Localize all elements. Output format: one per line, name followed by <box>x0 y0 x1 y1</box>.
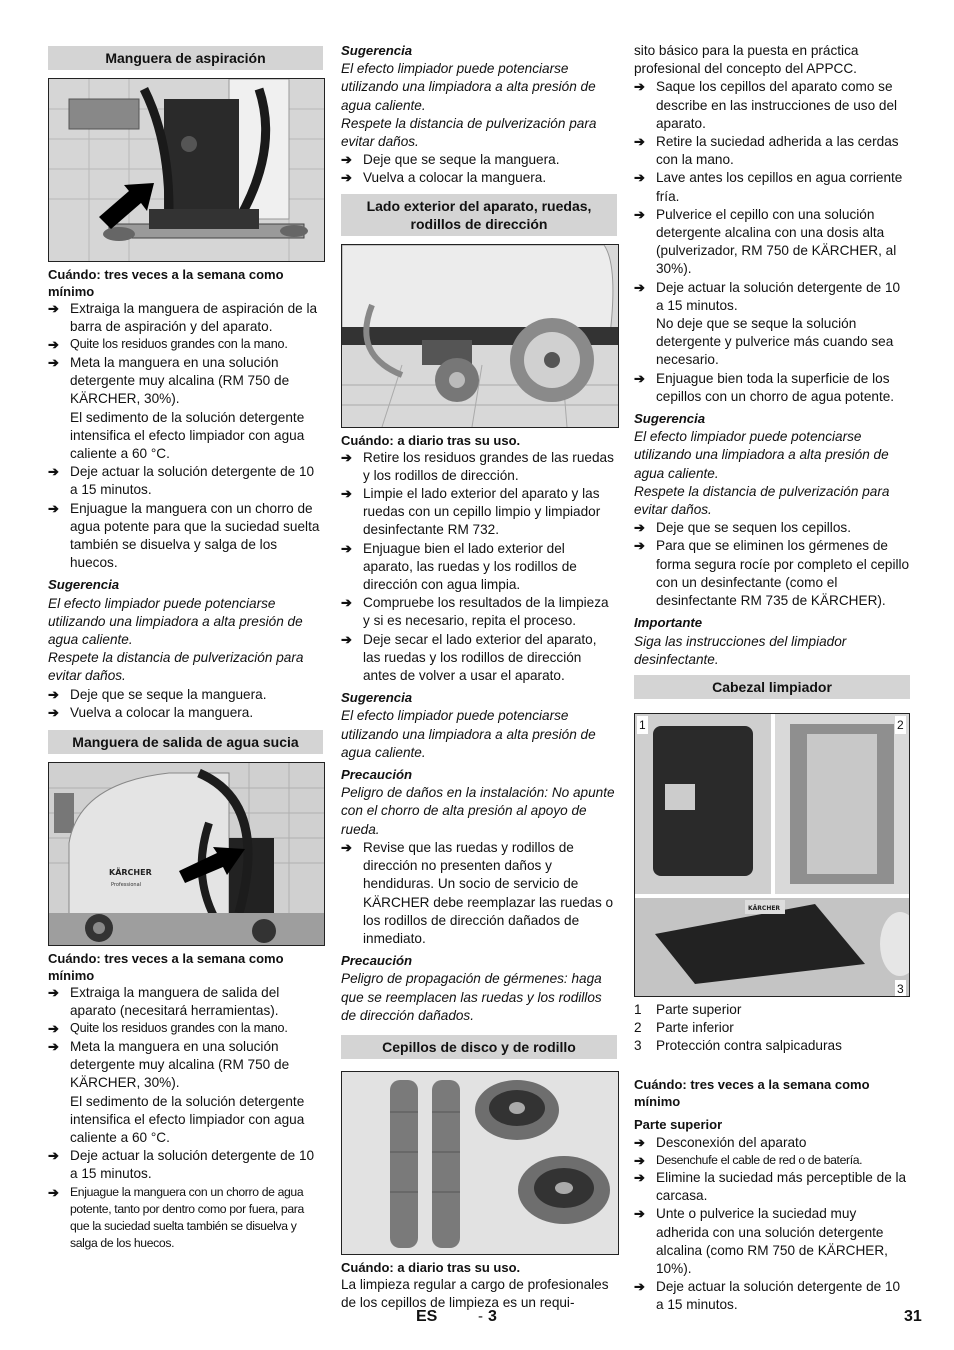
step <box>48 1020 323 1038</box>
step <box>634 1134 910 1152</box>
footer-page-number: 31 <box>904 1308 922 1325</box>
arrow-icon: ➔ <box>48 464 59 480</box>
legend-item <box>634 1019 910 1037</box>
section-title-wastewater-hose: Manguera de salida de agua sucia <box>48 730 323 754</box>
step-note: El sedimento de la solución detergente intensifica el efecto limpiador con agua caliente a 60 °C. <box>70 1093 305 1146</box>
body-text: La limpieza regular a cargo de profesionales de los cepillos de limpieza es un requi- <box>341 1276 609 1311</box>
step-text: Meta la manguera en una solución detergente muy alcalina (RM 750 de KÄRCHER, 30%). <box>70 355 290 407</box>
step-text: Extraiga la manguera de salida del aparato (necesitará herramientas). <box>70 985 280 1019</box>
step-text: Quite los residuos grandes con la mano. <box>70 337 288 352</box>
arrow-icon: ➔ <box>634 520 645 536</box>
step <box>48 500 323 573</box>
step-text: Desconexión del aparato <box>656 1134 807 1150</box>
step <box>634 1205 910 1278</box>
arrow-icon: ➔ <box>634 1279 645 1295</box>
step-text: Enjuague la manguera con un chorro de agua potente, tanto por dentro como por fuera, para que la suciedad suelta también se disuelva y salga de los huecos. <box>70 1184 304 1250</box>
arrow-icon: ➔ <box>634 1134 645 1150</box>
footer-dash: - <box>478 1308 483 1325</box>
section-title-exterior-wheels: Lado exterior del aparato, ruedas, rodillos de dirección <box>341 194 617 236</box>
arrow-icon: ➔ <box>634 206 645 222</box>
step <box>341 449 617 485</box>
body-text: sito básico para la puesta en práctica profesional del concepto del APPCC. <box>634 43 859 77</box>
photo-wastewater-hose <box>48 762 325 946</box>
step-text: Retire los residuos grandes de las ruedas y los rodillos de dirección. <box>363 449 614 483</box>
arrow-icon: ➔ <box>341 839 352 855</box>
step <box>341 151 617 169</box>
photo-suction-hose <box>48 78 325 262</box>
arrow-icon: ➔ <box>341 595 352 611</box>
arrow-icon: ➔ <box>341 449 352 465</box>
tip-heading: Sugerencia <box>341 43 413 58</box>
step <box>634 519 910 537</box>
step <box>634 537 910 610</box>
column-3 <box>634 42 910 1315</box>
tip-text: El efecto limpiador puede potenciarse utilizando una limpiadora a alta presión de agua caliente. <box>341 708 596 760</box>
tip-text: Respete la distancia de pulverización para evitar daños. <box>634 483 890 518</box>
step-text: Deje que se seque la manguera. <box>70 686 267 702</box>
arrow-icon: ➔ <box>48 704 59 720</box>
caution-heading: Precaución <box>341 953 413 969</box>
step <box>48 704 323 722</box>
step-text: Deje actuar la solución detergente de 10 a 15 minutos. <box>656 1279 901 1313</box>
arrow-icon: ➔ <box>48 1039 59 1055</box>
step <box>634 206 910 279</box>
arrow-icon: ➔ <box>48 301 59 316</box>
arrow-icon: ➔ <box>341 152 352 168</box>
tip-text: El efecto limpiador puede potenciarse utilizando una limpiadora a alta presión de agua caliente. <box>341 61 596 113</box>
arrow-icon: ➔ <box>634 79 645 95</box>
step <box>341 594 617 630</box>
tip-heading: Sugerencia <box>634 411 706 427</box>
legend-number: 1 <box>634 1001 642 1017</box>
legend-item <box>634 1001 910 1019</box>
step-text: Enjuague la manguera con un chorro de agua potente para que la suciedad suelta también se disuelva y salga de los huecos. <box>70 500 320 571</box>
arrow-icon: ➔ <box>48 1021 59 1037</box>
photo-cleaning-head <box>634 713 910 997</box>
legend-number: 3 <box>634 1038 642 1054</box>
step-text: Para que se eliminen los gérmenes de forma segura rocíe por completo el cepillo con un desinfectante (como el desinfectante RM 735 de KÄRCHER). <box>656 538 910 609</box>
legend-text: Parte superior <box>656 1001 742 1017</box>
photo-wastewater-hose-image <box>49 763 324 945</box>
arrow-icon: ➔ <box>634 279 645 295</box>
photo-label-2: 2 <box>895 716 906 734</box>
step-note: El sedimento de la solución detergente intensifica el efecto limpiador con agua caliente a 60 °C. <box>70 409 305 462</box>
step-text: Extraiga la manguera de aspiración de la barra de aspiración y del aparato. <box>70 301 318 335</box>
arrow-icon: ➔ <box>48 985 59 1001</box>
section-title-cleaning-head: Cabezal limpiador <box>634 675 910 699</box>
tip-heading: Sugerencia <box>341 690 413 706</box>
step-text: Deje que se sequen los cepillos. <box>656 520 851 536</box>
tip-text: El efecto limpiador puede potenciarse utilizando una limpiadora a alta presión de agua caliente. <box>634 429 889 481</box>
subheading-upper-part: Parte superior <box>634 1116 723 1132</box>
step <box>48 686 323 704</box>
photo-suction-hose-image <box>49 79 324 261</box>
arrow-icon: ➔ <box>341 170 352 186</box>
arrow-icon: ➔ <box>634 134 645 150</box>
when-sec2: Cuándo: tres veces a la semana como mínimo <box>48 951 284 984</box>
photo-wheels <box>341 244 619 428</box>
step-text: Deje actuar la solución detergente de 10 a 15 minutos. <box>70 464 315 498</box>
step <box>634 279 910 315</box>
photo-brushes-image <box>342 1072 618 1254</box>
arrow-icon: ➔ <box>634 170 645 186</box>
step-text: Vuelva a colocar la manguera. <box>363 170 547 186</box>
step <box>48 984 323 1020</box>
when-sec5: Cuándo: tres veces a la semana como mínimo <box>634 1076 870 1109</box>
step <box>341 631 617 686</box>
step-text: Compruebe los resultados de la limpieza y si es necesario, repita el proceso. <box>363 595 609 629</box>
column-1 <box>48 42 323 1252</box>
step-text: Limpie el lado exterior del aparato y las ruedas con un cepillo limpio y limpiador desinfectante RM 732. <box>363 486 601 538</box>
photo-brand-text: KÄRCHER <box>748 904 781 912</box>
step <box>48 300 323 336</box>
arrow-icon: ➔ <box>634 1169 645 1185</box>
arrow-icon: ➔ <box>48 1148 59 1164</box>
step <box>48 1147 323 1183</box>
step <box>48 463 323 499</box>
step-text: Saque los cepillos del aparato como se describe en las instrucciones de uso del aparato. <box>656 79 898 131</box>
step <box>634 370 910 406</box>
section-title-brushes: Cepillos de disco y de rodillo <box>341 1035 617 1059</box>
step <box>48 336 323 354</box>
when-sec3: Cuándo: a diario tras su uso. <box>341 432 521 448</box>
caution-heading: Precaución <box>341 767 413 783</box>
step-text: Pulverice el cepillo con una solución detergente alcalina con una dosis alta (pulverizador, RM 750 de KÄRCHER, al 30%). <box>656 206 897 277</box>
arrow-icon: ➔ <box>48 500 59 516</box>
step-text: Enjuague bien el lado exterior del aparato, las ruedas y los rodillos de dirección con agua limpia. <box>363 540 577 593</box>
arrow-icon: ➔ <box>634 538 645 554</box>
step-text: Elimine la suciedad más perceptible de la carcasa. <box>656 1169 907 1204</box>
step <box>634 169 910 205</box>
photo-label-1: 1 <box>637 716 648 734</box>
arrow-icon: ➔ <box>48 686 59 702</box>
step-text: Deje actuar la solución detergente de 10 a 15 minutos. <box>656 279 901 313</box>
tip-heading: Sugerencia <box>48 577 120 593</box>
arrow-icon: ➔ <box>48 337 59 353</box>
step <box>634 78 910 133</box>
step-text: Vuelva a colocar la manguera. <box>70 704 254 720</box>
arrow-icon: ➔ <box>341 486 352 502</box>
step <box>341 839 617 948</box>
tip-text: Respete la distancia de pulverización para evitar daños. <box>48 650 304 684</box>
legend-item <box>634 1037 910 1055</box>
step-text: Quite los residuos grandes con la mano. <box>70 1021 288 1036</box>
step <box>48 1184 323 1252</box>
arrow-icon: ➔ <box>634 370 645 386</box>
step-text: Unte o pulverice la suciedad muy adherida con una solución detergente alcalina (como RM 750 de KÄRCHER, 10%). <box>656 1206 888 1276</box>
important-heading: Importante <box>634 615 703 631</box>
important-text: Siga las instrucciones del limpiador desinfectante. <box>634 633 847 667</box>
footer-section-number: 3 <box>488 1308 497 1325</box>
photo-brushes <box>341 1071 619 1255</box>
photo-brand-text: KÄRCHER <box>109 868 152 878</box>
step <box>634 1152 910 1169</box>
caution-text: Peligro de daños en la instalación: No apunte con el chorro de alta presión al apoyo de rueda. <box>341 785 615 837</box>
step <box>634 1278 910 1314</box>
step-text: Desenchufe el cable de red o de batería. <box>656 1152 863 1167</box>
caution-text: Peligro de propagación de gérmenes: haga que se reemplacen las ruedas y los rodillos de dirección dañados. <box>341 971 602 1023</box>
step-text: Enjuague bien toda la superficie de los cepillos con un chorro de agua potente. <box>656 370 895 404</box>
step-text: Deje secar el lado exterior del aparato, las ruedas y los rodillos de dirección antes de volver a usar el aparato. <box>363 631 597 684</box>
arrow-icon: ➔ <box>341 631 352 647</box>
arrow-icon: ➔ <box>341 540 352 556</box>
when-sec4: Cuándo: a diario tras su uso. <box>341 1259 521 1275</box>
photo-model-text: Professional <box>111 882 142 889</box>
step-text: Retire la suciedad adherida a las cerdas con la mano. <box>656 134 899 168</box>
legend-text: Parte inferior <box>656 1020 734 1036</box>
step-text: Deje actuar la solución detergente de 10 a 15 minutos. <box>70 1148 315 1182</box>
legend-number: 2 <box>634 1020 642 1036</box>
step-text: Meta la manguera en una solución detergente muy alcalina (RM 750 de KÄRCHER, 30%). <box>70 1039 290 1091</box>
tip-text: Respete la distancia de pulverización para evitar daños. <box>341 115 597 150</box>
photo-cleaning-head-image <box>635 714 909 996</box>
step-text: Lave antes los cepillos en agua corriente fría. <box>656 170 903 204</box>
legend-text: Protección contra salpicaduras <box>656 1038 842 1054</box>
step-note: No deje que se seque la solución detergente y pulverice más cuando sea necesario. <box>656 316 894 368</box>
arrow-icon: ➔ <box>634 1152 645 1168</box>
step <box>341 540 617 595</box>
step <box>341 485 617 540</box>
arrow-icon: ➔ <box>48 1184 59 1200</box>
tip-text: El efecto limpiador puede potenciarse utilizando una limpiadora a alta presión de agua caliente. <box>48 595 303 648</box>
step <box>48 1038 323 1093</box>
footer-language: ES <box>416 1308 438 1325</box>
step <box>634 1169 910 1205</box>
photo-wheels-image <box>342 245 618 427</box>
step <box>48 354 323 409</box>
when-sec1: Cuándo: tres veces a la semana como mínimo <box>48 267 284 299</box>
step <box>634 133 910 169</box>
photo-label-3: 3 <box>895 980 906 997</box>
arrow-icon: ➔ <box>48 355 59 370</box>
arrow-icon: ➔ <box>634 1206 645 1222</box>
step-text: Deje que se seque la manguera. <box>363 152 560 168</box>
column-2 <box>341 42 617 1312</box>
step-text: Revise que las ruedas y rodillos de dirección no presenten daños y hendiduras. Un socio de servicio de KÄRCHER debe reemplazar las ruedas o los rodillos de dirección dañados de inmediato. <box>363 839 614 946</box>
section-title-suction-hose: Manguera de aspiración <box>48 46 323 70</box>
step <box>341 169 617 187</box>
